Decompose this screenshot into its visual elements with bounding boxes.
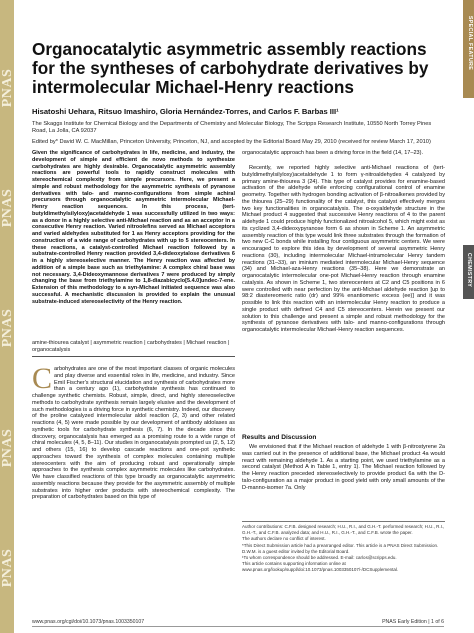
footnote-item: ¹To whom correspondence should be addressed. E-mail: carlos@scripps.edu. — [242, 555, 397, 561]
footnote-item: Author contributions: C.F.B. designed research; H.U., R.I., and G.H.-T. performed research; H.U., R.I., G.H.-T., and C.F.B. analyzed data; and H.U., R.I., G.H.-T., and C.F.B. wrote the paper. — [242, 524, 445, 536]
footnote-divider — [242, 521, 445, 522]
pnas-sidebar-word: PNAS — [0, 548, 15, 588]
special-feature-tab — [463, 0, 474, 98]
author-affiliation: The Skaggs Institute for Chemical Biology and the Departments of Chemistry and Molecular Biology, The Scripps Research Institute, 10550 North Torrey Pines Road, La Jolla, CA 92037 — [32, 121, 432, 134]
pnas-sidebar-word: PNAS — [0, 68, 15, 108]
pnas-sidebar-word: PNAS — [0, 188, 15, 228]
footnote-item: The authors declare no conflict of interest. — [242, 536, 326, 542]
results-section-heading: Results and Discussion — [242, 434, 317, 441]
introduction-paragraph — [32, 362, 235, 501]
chemistry-section-label: CHEMISTRY — [466, 252, 472, 288]
footnote-item: *This Direct Submission article had a prearranged editor. This article is a PNAS Direct Submission. D.W.M. is a guest editor invited by the Editorial Board. — [242, 542, 439, 554]
intro-dropcap: C — [32, 362, 53, 395]
right-column-continuation: organocatalytic approach has been a driving force in the field (14, 17–23). — [242, 150, 424, 156]
special-feature-label: SPECIAL FEATURE — [467, 15, 473, 71]
footnotes — [242, 524, 445, 574]
article-title: Organocatalytic asymmetric assembly reactions for the syntheses of carbohydrate derivatives by intermolecular Michael-Henry reactions — [32, 39, 429, 97]
page-number: 1 of 6 — [431, 619, 444, 625]
pnas-sidebar-word: PNAS — [0, 428, 15, 468]
intro-text: arbohydrates are one of the most important classes of organic molecules and play diverse and essential roles in life, medicine, and industry. Since Emil Fischer's structural elucidation and synthesis of carbohydrates more than a century ago (1), carbohydrate synthesis has continued to challenge synthetic chemists. Robust, simple, direct, and highly stereoselective methods to carbohydrate synthesis remain largely elusive and the development of such methodologies is a driving force in synthetic chemistry. Indeed, our discovery of the proline catalyzed intermolecular aldol reaction (2, 3) and other related reactions (4, 5) were made possible by our development of antibody aldolases as synthetic tools for carbohydrate synthesis (6, 7). In the decade since this discovery, organocatalysis has emerged as a promising route to a wide range of chiral molecules (4, 5, 8–11). Our studies in organocatalysis prompted us (2, 5, 12) and others (15, 16) to develop cascade reactions and one-pot synthetic approaches toward the synthesis of complex molecules containing multiple stereocenters with the aim of producing robust and operationally simple approaches to the synthesis complex asymmetric molecules like carbohydrates. We have classified reactions of this type broadly as organocatalytic asymmetric assembly reactions because they provide for the asymmetric assembly of multiple substrates into higher order products with stereochemical complexity. The preparation of carbohydrates based on this type of — [32, 366, 235, 501]
author-list: Hisatoshi Uehara, Ritsuo Imashiro, Gloria Hernández-Torres, and Carlos F. Barbas III¹ — [32, 107, 339, 116]
keywords-divider — [32, 356, 235, 357]
doi-link[interactable]: www.pnas.org/cgi/doi/10.1073/pnas.1003350107 — [32, 619, 145, 625]
footer-separator: | — [428, 619, 432, 625]
footer-rule — [32, 626, 444, 627]
right-column-paragraph: Recently, we reported highly selective anti-Michael reactions of (tert-butyldimethylsilyloxy)acetaldehyde 1 to form γ-nitroaldehydes 4 catalyzed by primary amine-thiourea 3 (24). This type of catalyst provides for enamine-based activation of the aldehyde while enforcing configurational control of enamine geometry. Together with hydrogen bonding activation of β-nitroalkenes provided by the thiourea (25–29) functionality of the catalyst, this catalyst effectively merges two key functionalities in organocatalysis. The α-oxyaldehyde structure in the Michael product 4 suggested that successive Henry reactions of 4 to the parent aldehyde 1 could produce highly functionalized nitroalcohol 5, which might exist as its cyclized 3,4-dideoxypyranose form 6 as shown in Scheme 1. An asymmetric assembly reaction of this type would link three substrates through the formation of two new C-C bonds while installing four contiguous asymmetric centers. We were encouraged to explore this idea by development of several asymmetric Henry reactions (30), including intermolecular Michael-intramolecular Henry tandem reactions (31–33), an iminium mediated intermolecular Michael-Henry sequence (34) and Michael-aza-Henry reactions (35–38). Here we demonstrate an organocatalytic intermolecular one-pot Michael-Henry reaction through enamine catalysis. As shown in Scheme 1, two stereocenters at C2 and C5 positions in 6 were controlled with near perfection by the anti-Michael aldehyde reaction [up to 98:2 diastereomeric ratio (dr) and 99% enantiomeric excess (ee)] and it was possible to link this reaction with an intermolecular Henry reaction to produce a single product with defined C4 and C5 stereocenters. Herein we present our solution to this challenge and present a simple and robust methodology for the synthesis of pyranose derivatives with talo- and manno-configurations through organocatalytic intermolecular Michael-Henry reaction sequences. — [242, 165, 445, 333]
footnote-item: This article contains supporting information online at www.pnas.org/lookup/suppl/doi:10.1073/pnas.1003350107/-/DCSupplemental. — [242, 561, 399, 573]
results-paragraph: We envisioned that if the Michael reaction of aldehyde 1 with β-nitrostyrene 2a was carried out in the presence of additional base, the Michael product 4a would react with remaining aldehyde 1. As a starting point, we used triethylamine as a second catalyst (Method A in Table 1, entry 1). The Michael reaction followed by the Henry reaction preceded stereoselectively to provide product 6a with the D-talo-configuration as a major product in good yield with only small amounts of the D-manno-isomer 7a. Only — [242, 444, 445, 491]
keywords: amine-thiourea catalyst | asymmetric reaction | carbohydrates | Michael reaction | organocatalysis — [32, 340, 230, 353]
pnas-sidebar-strip — [0, 0, 14, 633]
pnas-sidebar-word: PNAS — [0, 308, 15, 348]
page-info — [370, 619, 444, 625]
edited-by-line: Edited by* David W. C. MacMillan, Princeton University, Princeton, NJ, and accepted by the Editorial Board May 29, 2010 (received for review March 17, 2010) — [32, 139, 431, 145]
chemistry-section-tab — [463, 245, 474, 299]
abstract-text: Given the significance of carbohydrates in life, medicine, and industry, the development of simple and efficient de novo methods to synthesize carbohydrates are highly desirable. Organocatalytic asymmetric assembly reactions are powerful tools to rapidly construct molecules with stereochemical complexity from simple precursors. Here, we present a simple and robust methodology for the asymmetric synthesis of pyranose derivatives with talo- and manno-configurations from simple achiral precursors through organocatalytic asymmetric intermolecular Michael-Henry reaction sequences. In this process, (tert-butyldimethylsilyloxy)acetaldehyde 1 was successfully utilized in two ways: as a donor in a highly selective anti-Michael reaction and as an acceptor in a consecutive Henry reaction. Varied nitroolefins served as Michael acceptors and varied aldehydes substituted for 1 as Henry acceptors providing for the construction of a wide range of carbohydrates with up to 5 stereocenters. In these reactions, a catalyst-controlled Michael reaction followed by a substrate-controlled Henry reaction provided 3,4-dideoxytalose derivatives 6 in a highly stereoselective manner. The Henry reaction was affected by addition of a simple base such as triethylamine: A complex chiral base was not necessary. 3,4-Dideoxymannose derivatives 7 were produced by simply changing the base from triethylamine to 1,8-diazabicyclo[5.4.0]undec-7-ene. Extension of this methodology to a syn-Michael initiated sequence was also successful. A mechanistic discussion is provided to explain the unusual substrate-induced stereoselectivity of the Henry reaction. — [32, 150, 235, 305]
edition-label: PNAS Early Edition — [382, 619, 427, 625]
